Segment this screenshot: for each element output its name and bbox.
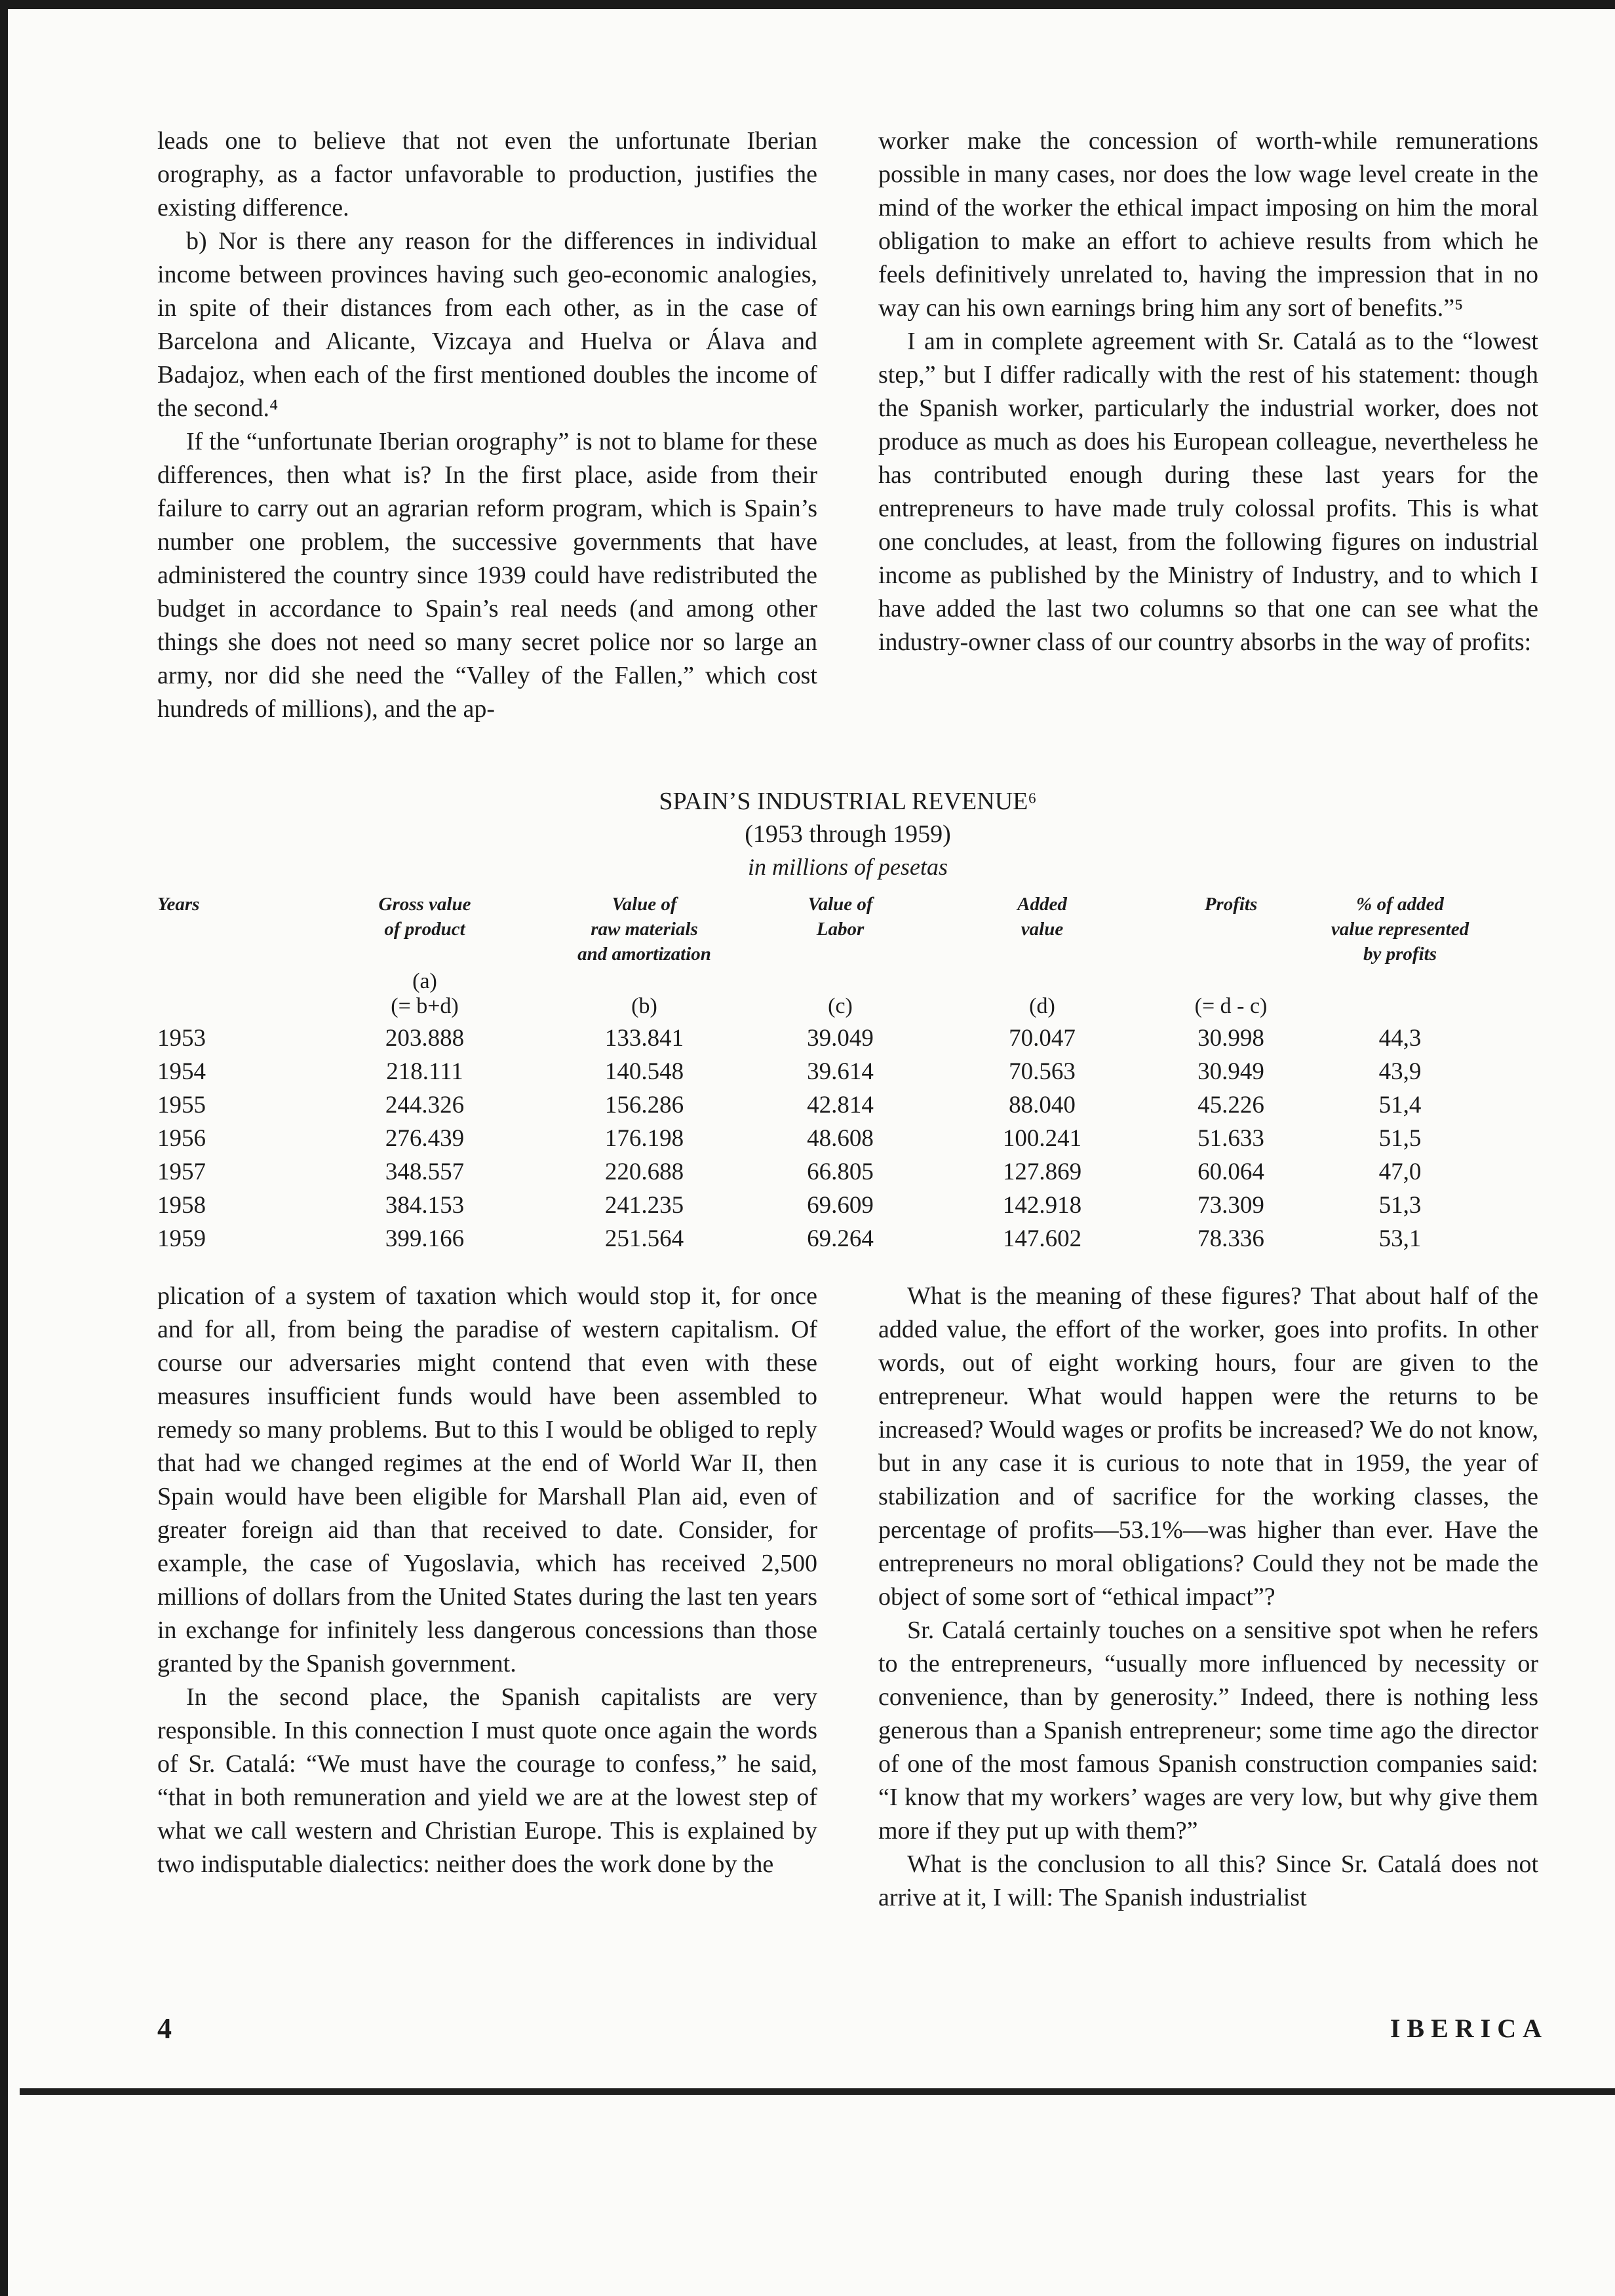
- table-cell: 78.336: [1197, 1225, 1264, 1252]
- table-cell: 384.153: [385, 1192, 465, 1219]
- table-cell: 69.264: [807, 1225, 874, 1252]
- table-cell: 70.047: [1009, 1025, 1076, 1052]
- paragraph: worker make the concession of worth-while remunerations possible in many cases, nor does the low wage level create in the mind of the worker the ethical impact imposing on him the moral obligation to make an effort to achieve results from which he feels definitively unrelated to, having the impression that in no way can his own earnings bring him any sort of benefits.”⁵: [878, 127, 1538, 322]
- table-column-formula: (= d - c): [1194, 994, 1268, 1018]
- table-cell: 70.563: [1009, 1058, 1076, 1085]
- table-header: by profits: [1363, 944, 1437, 965]
- table-cell: 43,9: [1378, 1058, 1422, 1085]
- column-top-left: [157, 124, 817, 726]
- table-header: % of added: [1356, 894, 1444, 915]
- table-row-year: 1956: [157, 1125, 206, 1152]
- table-cell: 60.064: [1197, 1158, 1264, 1185]
- page-frame-top: [0, 0, 1615, 9]
- table-cell: 69.609: [807, 1192, 874, 1219]
- table-cell: 100.241: [1002, 1125, 1082, 1152]
- paragraph: What is the meaning of these figures? That about half of the added value, the effort of the worker, goes into profits. In other words, out of eight working hours, four are given to the entrepreneur. What would happen were the returns to be increased? Would wages or profits be increased? We do not know, but in any case it is curious to note that in 1959, the year of stabilization and of sacrifice for the working classes, the percentage of profits—53.1%—was higher than ever. Have the entrepreneurs no moral obligations? Could they not be made the object of some sort of “ethical impact”?: [878, 1282, 1538, 1611]
- table-row-year: 1959: [157, 1225, 206, 1252]
- table-cell: 251.564: [604, 1225, 684, 1252]
- paragraph: leads one to believe that not even the unfortunate Iberian orography, as a factor unfavorable to production, justifies the existing difference.: [157, 127, 817, 221]
- table-cell: 30.998: [1197, 1025, 1264, 1052]
- table-header: value represented: [1331, 919, 1469, 940]
- table-cell: 39.049: [807, 1025, 874, 1052]
- table-cell: 51.633: [1197, 1125, 1264, 1152]
- table-cell: 51,3: [1378, 1192, 1422, 1219]
- column-bottom-right: [878, 1280, 1538, 1915]
- table-row-year: 1958: [157, 1192, 206, 1219]
- table-cell: 44,3: [1378, 1025, 1422, 1052]
- table-unit: in millions of pesetas: [748, 854, 948, 880]
- table-row-year: 1957: [157, 1158, 206, 1185]
- table-header: of product: [384, 919, 465, 940]
- table-cell: 48.608: [807, 1125, 874, 1152]
- table-cell: 45.226: [1197, 1092, 1264, 1119]
- table-cell: 218.111: [386, 1058, 463, 1085]
- table-header: Gross value: [378, 894, 471, 915]
- table-header: Value of: [808, 894, 873, 915]
- table-cell: 142.918: [1002, 1192, 1082, 1219]
- paragraph: b) Nor is there any reason for the differences in individual income between provinces having such geo-economic analogies, in spite of their distances from each other, as in the case of Barcelona and Alicante, Vizcaya and Huelva or Álava and Badajoz, when each of the first mentioned doubles the income of the second.⁴: [157, 227, 817, 422]
- table-cell: 30.949: [1197, 1058, 1264, 1085]
- paragraph: I am in complete agreement with Sr. Catalá as to the “lowest step,” but I differ radically with the rest of his statement: though the Spanish worker, particularly the industrial worker, does not produce as much as does his European colleague, nevertheless he has contributed enough during these last years for the entrepreneurs to have made truly colossal profits. This is what one concludes, at least, from the following figures on industrial income as published by the Ministry of Industry, and to which I have added the last two columns so that one can see what the industry-owner class of our country absorbs in the way of profits:: [878, 328, 1538, 656]
- table-cell: 127.869: [1002, 1158, 1082, 1185]
- table-header: Profits: [1204, 894, 1258, 915]
- table-cell: 147.602: [1002, 1225, 1082, 1252]
- table-cell: 244.326: [385, 1092, 465, 1119]
- table-row-year: 1955: [157, 1092, 206, 1119]
- paragraph: Sr. Catalá certainly touches on a sensitive spot when he refers to the entrepreneurs, “usually more influenced by necessity or convenience, than by generosity.” Indeed, there is nothing less generous than a Spanish entrepreneur; some time ago the director of one of the most famous Spanish construction companies said: “I know that my workers’ wages are very low, but why give them more if they put up with them?”: [878, 1617, 1538, 1845]
- table-cell: 133.841: [604, 1025, 684, 1052]
- table-cell: 348.557: [385, 1158, 465, 1185]
- table-column-formula: (b): [631, 994, 657, 1018]
- table-cell: 176.198: [604, 1125, 684, 1152]
- table-header: and amortization: [577, 944, 711, 965]
- table-header: value: [1021, 919, 1064, 940]
- paragraph: If the “unfortunate Iberian orography” is not to blame for these differences, then what is? In the first place, aside from their failure to carry out an agrarian reform program, which is Spain’s number one problem, the successive governments that have administered the country since 1939 could have redistributed the budget in accordance to Spain’s real needs (and among other things she does not need so many secret police nor so large an army, nor did she need the “Valley of the Fallen,” which cost hundreds of millions), and the ap-: [157, 428, 817, 723]
- magazine-name: IBERICA: [1390, 2014, 1548, 2043]
- table-column-formula: (= b+d): [391, 994, 459, 1018]
- table-cell: 51,4: [1378, 1092, 1422, 1119]
- table-cell: 66.805: [807, 1158, 874, 1185]
- table-cell: 241.235: [604, 1192, 684, 1219]
- table-row-year: 1953: [157, 1025, 206, 1052]
- table-title: SPAIN’S INDUSTRIAL REVENUE⁶: [659, 788, 1037, 815]
- table-cell: 53,1: [1378, 1225, 1422, 1252]
- table-subtitle: (1953 through 1959): [745, 820, 951, 848]
- page-number: 4: [157, 2012, 172, 2044]
- table-column-formula: (d): [1029, 994, 1055, 1018]
- paragraph: In the second place, the Spanish capitalists are very responsible. In this connection I must quote once again the words of Sr. Catalá: “We must have the courage to confess,” he said, “that in both remuneration and yield we are at the lowest step of what we call western and Christian Europe. This is explained by two indisputable dialectics: neither does the work done by the: [157, 1683, 817, 1878]
- table-row-year: 1954: [157, 1058, 206, 1085]
- column-bottom-left: [157, 1280, 817, 1881]
- table-cell: 220.688: [604, 1158, 684, 1185]
- table-column-formula: (c): [828, 994, 853, 1018]
- table-cell: 399.166: [385, 1225, 465, 1252]
- table-cell: 156.286: [604, 1092, 684, 1119]
- table-column-letter: (a): [412, 969, 437, 993]
- table-cell: 276.439: [385, 1125, 465, 1152]
- table-cell: 88.040: [1009, 1092, 1076, 1119]
- table-cell: 73.309: [1197, 1192, 1264, 1219]
- table-cell: 51,5: [1378, 1125, 1422, 1152]
- table-cell: 203.888: [385, 1025, 465, 1052]
- page-frame-left: [0, 0, 8, 2296]
- paragraph: What is the conclusion to all this? Since Sr. Catalá does not arrive at it, I will: The Spanish industrialist: [878, 1850, 1538, 1911]
- table-header: Value of: [612, 894, 677, 915]
- table-cell: 140.548: [604, 1058, 684, 1085]
- table-cell: 47,0: [1378, 1158, 1422, 1185]
- table-cell: 42.814: [807, 1092, 874, 1119]
- table-header: Years: [157, 894, 200, 915]
- table-header: Labor: [816, 919, 865, 940]
- paragraph: plication of a system of taxation which would stop it, for once and for all, from being the paradise of western capitalism. Of course our adversaries might contend that even with these measures insufficient funds would have been assembled to remedy so many problems. But to this I would be obliged to reply that had we changed regimes at the end of World War II, then Spain would have been eligible for Marshall Plan aid, even of greater foreign aid than that received to date. Consider, for example, the case of Yugoslavia, which has received 2,500 millions of dollars from the United States during the last ten years in exchange for infinitely less dangerous concessions than those granted by the Spanish government.: [157, 1282, 817, 1677]
- column-top-right: [878, 124, 1538, 659]
- bottom-rule: [20, 2088, 1615, 2095]
- table-header: Added: [1017, 894, 1067, 915]
- table-cell: 39.614: [807, 1058, 874, 1085]
- table-header: raw materials: [591, 919, 698, 940]
